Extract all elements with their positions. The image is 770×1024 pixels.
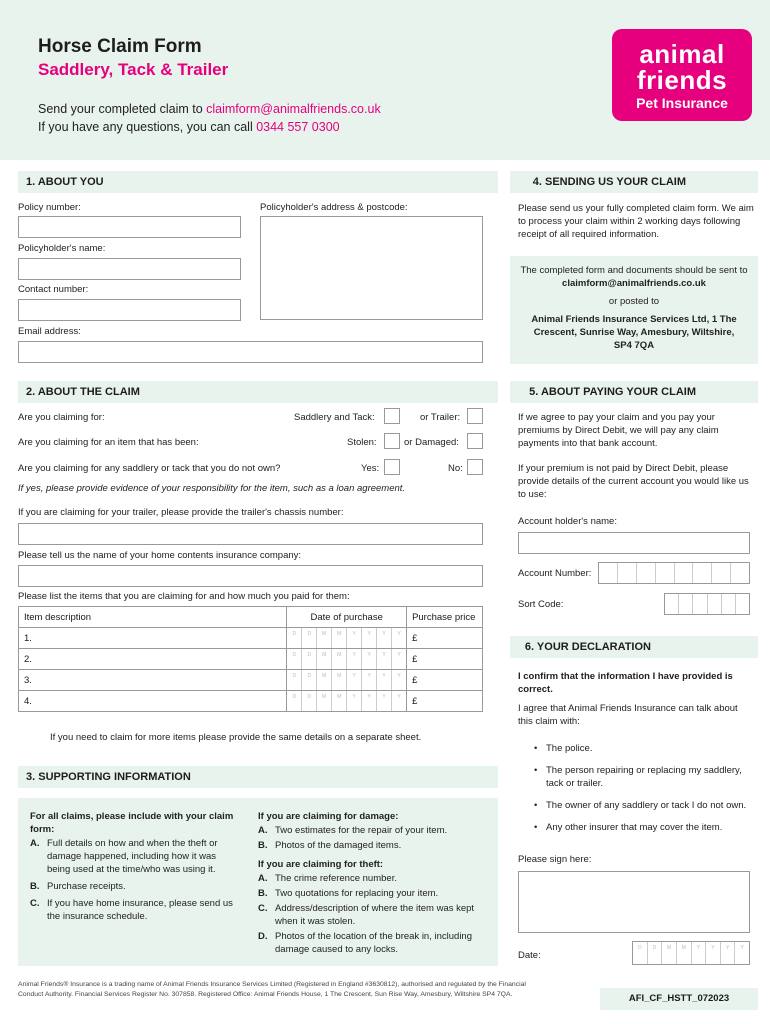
policyholder-name-input[interactable] <box>18 258 241 280</box>
chassis-input[interactable] <box>18 523 483 545</box>
date-cell[interactable]: D D M M Y Y Y Y <box>287 649 407 670</box>
item-been-label: Are you claiming for an item that has been: <box>18 437 199 448</box>
not-own-label: Are you claiming for any saddlery or tack that you do not own? <box>18 463 281 474</box>
sort-code-label: Sort Code: <box>518 599 564 610</box>
call-instruction: If you have any questions, you can call 0344 557 0300 <box>38 120 340 134</box>
items-table-header <box>19 607 483 628</box>
claim-email-link[interactable]: claimform@animalfriends.co.uk <box>206 102 381 116</box>
account-holder-label: Account holder's name: <box>518 516 617 527</box>
section-supporting-heading: 3. SUPPORTING INFORMATION <box>18 766 498 788</box>
list-item: A. Two estimates for the repair of your item. <box>258 825 448 836</box>
yes-label: Yes: <box>361 463 380 474</box>
list-item: A. Full details on how and when the theft or damage happened, including how it was being used at the time/who was using it. <box>30 838 218 875</box>
contents-insurer-label: Please tell us the name of your home contents insurance company: <box>18 550 302 561</box>
list-item: B. Two quotations for replacing your item. <box>258 888 439 899</box>
declaration-date-input[interactable]: D D M M Y Y Y Y <box>632 941 750 965</box>
no-checkbox[interactable] <box>467 459 483 475</box>
date-label: Date: <box>518 950 541 961</box>
stolen-checkbox[interactable] <box>384 433 400 449</box>
animal-friends-logo: animal friends Pet Insurance <box>612 29 752 121</box>
form-code: AFI_CF_HSTT_072023 <box>600 988 758 1010</box>
all-claims-title: For all claims, please include with your claim form: <box>30 811 234 835</box>
section-about-you-heading: 1. ABOUT YOU <box>18 171 498 193</box>
paying-direct-debit-text: If we agree to pay your claim and you pay your premiums by Direct Debit, we will pay any claim payments into that bank account. <box>518 412 719 449</box>
sending-intro: Please send us your fully completed claim form. We aim to process your claim within 2 working days following receipt of all required information. <box>518 203 754 240</box>
theft-title: If you are claiming for theft: <box>258 859 384 870</box>
date-cell[interactable]: D D M M Y Y Y Y <box>287 691 407 712</box>
form-subtitle: Saddlery, Tack & Trailer <box>38 60 229 79</box>
col-purchase-price: Purchase price <box>407 607 483 628</box>
date-cell[interactable]: D D M M Y Y Y Y <box>287 628 407 649</box>
damaged-checkbox[interactable] <box>467 433 483 449</box>
price-cell[interactable]: £ <box>407 670 483 691</box>
item-description-cell[interactable]: 2. <box>19 649 287 670</box>
contact-number-label: Contact number: <box>18 284 89 295</box>
price-cell[interactable]: £ <box>407 628 483 649</box>
list-item: C. Address/description of where the item was kept when it was stolen. <box>258 903 475 927</box>
table-row <box>19 691 483 712</box>
no-label: No: <box>448 463 463 474</box>
postal-address: Animal Friends Insurance Services Ltd, 1 The Crescent, Sunrise Way, Amesbury, Wiltshire, SP4 7QA <box>531 314 737 351</box>
table-row <box>19 670 483 691</box>
sign-here-label: Please sign here: <box>518 854 592 865</box>
damage-title: If you are claiming for damage: <box>258 811 399 822</box>
chassis-label: If you are claiming for your trailer, please provide the trailer's chassis number: <box>18 507 344 518</box>
date-cell[interactable]: D D M M Y Y Y Y <box>287 670 407 691</box>
item-description-cell[interactable]: 4. <box>19 691 287 712</box>
declaration-confirm: I confirm that the information I have provided is correct. <box>518 671 733 695</box>
account-number-input[interactable] <box>598 562 750 584</box>
section-sending-heading: 4. SENDING US YOUR CLAIM <box>510 171 758 193</box>
policy-number-label: Policy number: <box>18 202 81 213</box>
all-claims-list <box>30 810 240 925</box>
list-item: • The person repairing or replacing my saddlery, tack or trailer. <box>518 764 754 790</box>
saddlery-tack-label: Saddlery and Tack: <box>294 412 375 423</box>
claiming-for-label: Are you claiming for: <box>18 412 105 423</box>
sending-address-panel <box>510 256 758 364</box>
sending-email-link[interactable]: claimform@animalfriends.co.uk <box>562 278 706 289</box>
section-paying-heading: 5. ABOUT PAYING YOUR CLAIM <box>510 381 758 403</box>
saddlery-tack-checkbox[interactable] <box>384 408 400 424</box>
damage-theft-list <box>258 810 483 958</box>
item-description-cell[interactable]: 1. <box>19 628 287 649</box>
list-item: B. Purchase receipts. <box>30 881 126 892</box>
email-label: Email address: <box>18 326 81 337</box>
list-item: • Any other insurer that may cover the item. <box>518 821 754 834</box>
col-date-of-purchase: Date of purchase <box>287 607 407 628</box>
section-about-claim-heading: 2. ABOUT THE CLAIM <box>18 381 498 403</box>
address-input[interactable] <box>260 216 483 320</box>
declaration-agree: I agree that Animal Friends Insurance can talk about this claim with: <box>518 703 738 727</box>
item-description-cell[interactable]: 3. <box>19 670 287 691</box>
col-item-description: Item description <box>19 607 287 628</box>
table-row <box>19 649 483 670</box>
paying-other-account-text: If your premium is not paid by Direct Debit, please provide details of the current account you would like us to use: <box>518 463 749 500</box>
trailer-checkbox[interactable] <box>467 408 483 424</box>
signature-box[interactable] <box>518 871 750 933</box>
sort-code-input[interactable] <box>664 593 750 615</box>
trailer-label: or Trailer: <box>420 412 461 423</box>
policy-number-input[interactable] <box>18 216 241 238</box>
more-items-note: If you need to claim for more items please provide the same details on a separate sheet. <box>50 732 422 743</box>
stolen-label: Stolen: <box>347 437 377 448</box>
or-posted-to: or posted to <box>608 296 660 307</box>
list-item: C. If you have home insurance, please send us the insurance schedule. <box>30 898 233 922</box>
send-instruction: Send your completed claim to claimform@animalfriends.co.uk <box>38 102 381 116</box>
price-cell[interactable]: £ <box>407 691 483 712</box>
policyholder-name-label: Policyholder's name: <box>18 243 106 254</box>
list-item: A. The crime reference number. <box>258 873 397 884</box>
section-declaration-heading: 6. YOUR DECLARATION <box>510 636 758 658</box>
phone-link[interactable]: 0344 557 0300 <box>256 120 340 134</box>
items-list-label: Please list the items that you are claiming for and how much you paid for them: <box>18 591 350 602</box>
evidence-note: If yes, please provide evidence of your responsibility for the item, such as a loan agreement. <box>18 483 406 494</box>
table-row <box>19 628 483 649</box>
damaged-label: or Damaged: <box>404 437 459 448</box>
contents-insurer-input[interactable] <box>18 565 483 587</box>
declaration-bullets <box>518 742 754 841</box>
legal-footer: Animal Friends® Insurance is a trading name of Animal Friends Insurance Services Limited (Registered in England #3630812), authorised and regulated by the Financial Conduct Authority. Financial Services Register No. 307858. Registered Office: Animal Friends House, 1 The Crescent, Sun Rise Way, Amesbury, Wiltshire SP4 7QA. <box>18 981 526 998</box>
items-table <box>18 606 483 712</box>
list-item: • The police. <box>518 742 754 755</box>
account-number-label: Account Number: <box>518 568 592 579</box>
list-item: B. Photos of the damaged items. <box>258 840 402 851</box>
price-cell[interactable]: £ <box>407 649 483 670</box>
list-item: • The owner of any saddlery or tack I do not own. <box>518 799 754 812</box>
account-holder-input[interactable] <box>518 532 750 554</box>
email-input[interactable] <box>18 341 483 363</box>
docs-sent-to: The completed form and documents should be sent to claimform@animalfriends.co.uk <box>520 265 748 289</box>
contact-number-input[interactable] <box>18 299 241 321</box>
address-label: Policyholder's address & postcode: <box>260 202 408 213</box>
form-title: Horse Claim Form <box>38 36 202 57</box>
list-item: D. Photos of the location of the break in, including damage caused to any locks. <box>258 931 472 955</box>
yes-checkbox[interactable] <box>384 459 400 475</box>
